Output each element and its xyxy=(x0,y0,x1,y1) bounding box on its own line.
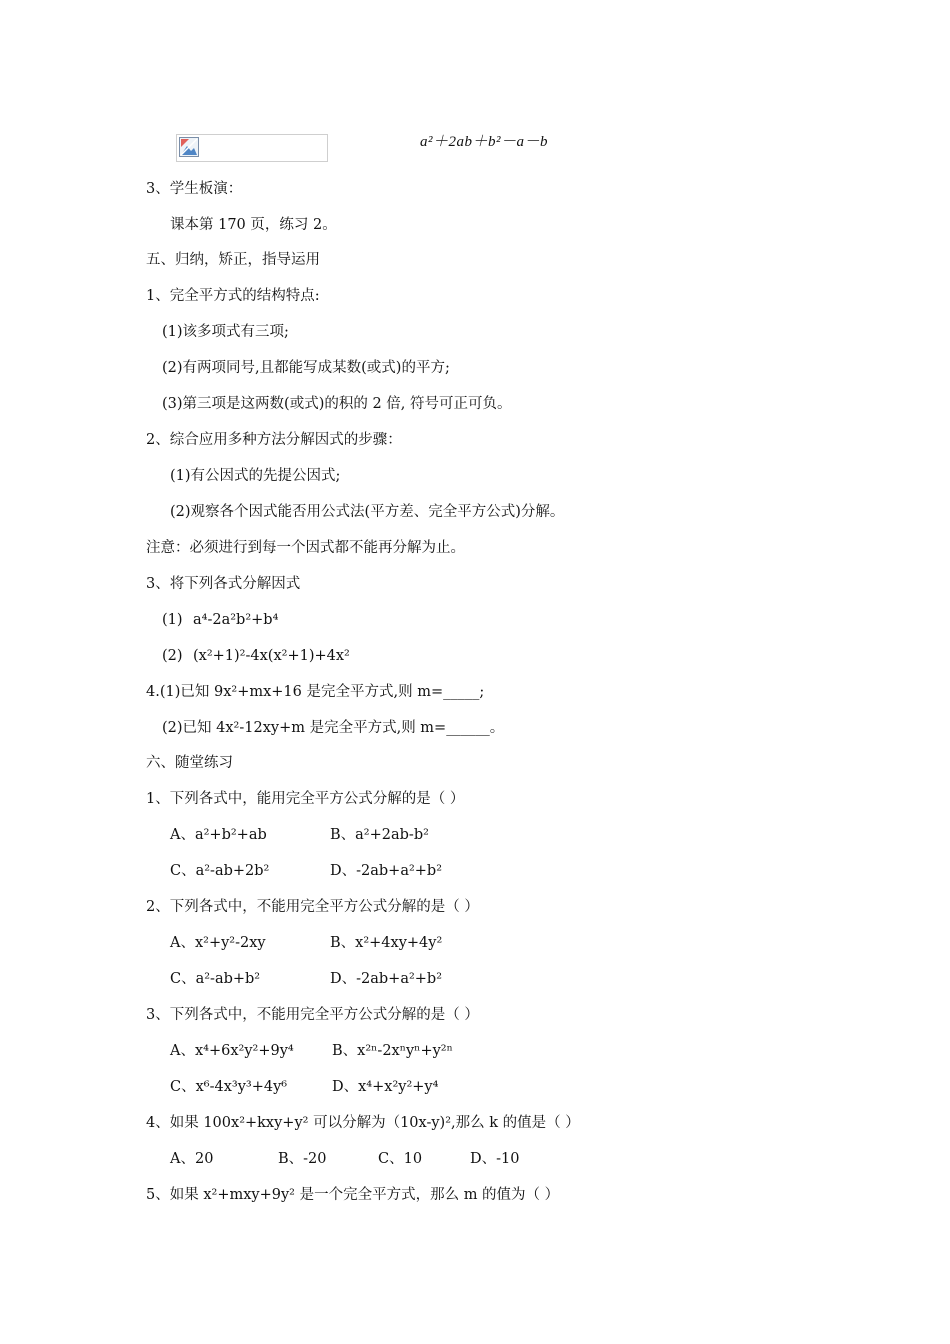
question-4-part-1: 4.(1)已知 9x²+mx+16 是完全平方式,则 m=_____; xyxy=(146,684,485,700)
factor-item-number: (2) xyxy=(162,648,183,664)
factor-item-expression: a⁴-2a²b²+b⁴ xyxy=(193,612,279,628)
line-factor-heading: 3、将下列各式分解因式 xyxy=(146,576,301,592)
exercise-3-option-b: B、x²ⁿ-2xⁿyⁿ+y²ⁿ xyxy=(332,1043,453,1059)
exercise-2-stem: 2、下列各式中，不能用完全平方公式分解的是（ ） xyxy=(146,899,479,915)
exercise-1-option-c: C、a²-ab+2b² xyxy=(170,863,270,879)
broken-image-icon xyxy=(179,137,199,157)
exercise-1-option-d: D、-2ab+a²+b² xyxy=(330,863,443,879)
exercise-2-option-d: D、-2ab+a²+b² xyxy=(330,971,443,987)
section-six-heading: 六、随堂练习 xyxy=(146,755,233,771)
feature-item-2: (2)有两项同号,且都能写成某数(或式)的平方; xyxy=(162,360,450,376)
exercise-1-option-a: A、a²+b²+ab xyxy=(170,827,267,843)
step-item-2: (2)观察各个因式能否用公式法(平方差、完全平方公式)分解。 xyxy=(170,504,565,520)
line-structure-features: 1、完全平方式的结构特点: xyxy=(146,288,320,304)
section-five-heading: 五、归纳，矫正，指导运用 xyxy=(146,252,320,268)
formula-expression: a²＋2ab＋b²－a－b xyxy=(420,134,548,150)
exercise-4-option-d: D、-10 xyxy=(470,1151,520,1167)
exercise-3-option-c: C、x⁶-4x³y³+4y⁶ xyxy=(170,1079,288,1095)
note-line: 注意：必须进行到每一个因式都不能再分解为止。 xyxy=(146,540,465,556)
exercise-5-stem: 5、如果 x²+mxy+9y² 是一个完全平方式，那么 m 的值为（ ） xyxy=(146,1187,560,1203)
line-steps-heading: 2、综合应用多种方法分解因式的步骤： xyxy=(146,432,402,448)
exercise-4-option-b: B、-20 xyxy=(278,1151,327,1167)
exercise-1-stem: 1、下列各式中，能用完全平方公式分解的是（ ） xyxy=(146,791,465,807)
line-student-board: 3、学生板演： xyxy=(146,181,243,197)
exercise-4-stem: 4、如果 100x²+kxy+y² 可以分解为（10x-y)²,那么 k 的值是（ ） xyxy=(146,1115,580,1131)
line-textbook-exercise: 课本第 170 页，练习 2。 xyxy=(170,217,337,233)
exercise-3-option-a: A、x⁴+6x²y²+9y⁴ xyxy=(170,1043,294,1059)
feature-item-3: (3)第三项是这两数(或式)的积的 2 倍, 符号可正可负。 xyxy=(162,396,512,412)
exercise-2-option-b: B、x²+4xy+4y² xyxy=(330,935,443,951)
question-4-part-2: (2)已知 4x²-12xy+m 是完全平方式,则 m=______。 xyxy=(162,720,505,736)
step-item-1: (1)有公因式的先提公因式; xyxy=(170,468,341,484)
exercise-4-option-a: A、20 xyxy=(170,1151,214,1167)
image-placeholder xyxy=(176,134,328,162)
feature-item-1: (1)该多项式有三项; xyxy=(162,324,289,340)
factor-item-expression: (x²+1)²-4x(x²+1)+4x² xyxy=(193,648,350,664)
exercise-2-option-c: C、a²-ab+b² xyxy=(170,971,261,987)
exercise-4-option-c: C、10 xyxy=(378,1151,423,1167)
factor-item-number: (1) xyxy=(162,612,183,628)
exercise-2-option-a: A、x²+y²-2xy xyxy=(170,935,266,951)
exercise-3-option-d: D、x⁴+x²y²+y⁴ xyxy=(332,1079,439,1095)
exercise-3-stem: 3、下列各式中，不能用完全平方公式分解的是（ ） xyxy=(146,1007,479,1023)
exercise-1-option-b: B、a²+2ab-b² xyxy=(330,827,429,843)
